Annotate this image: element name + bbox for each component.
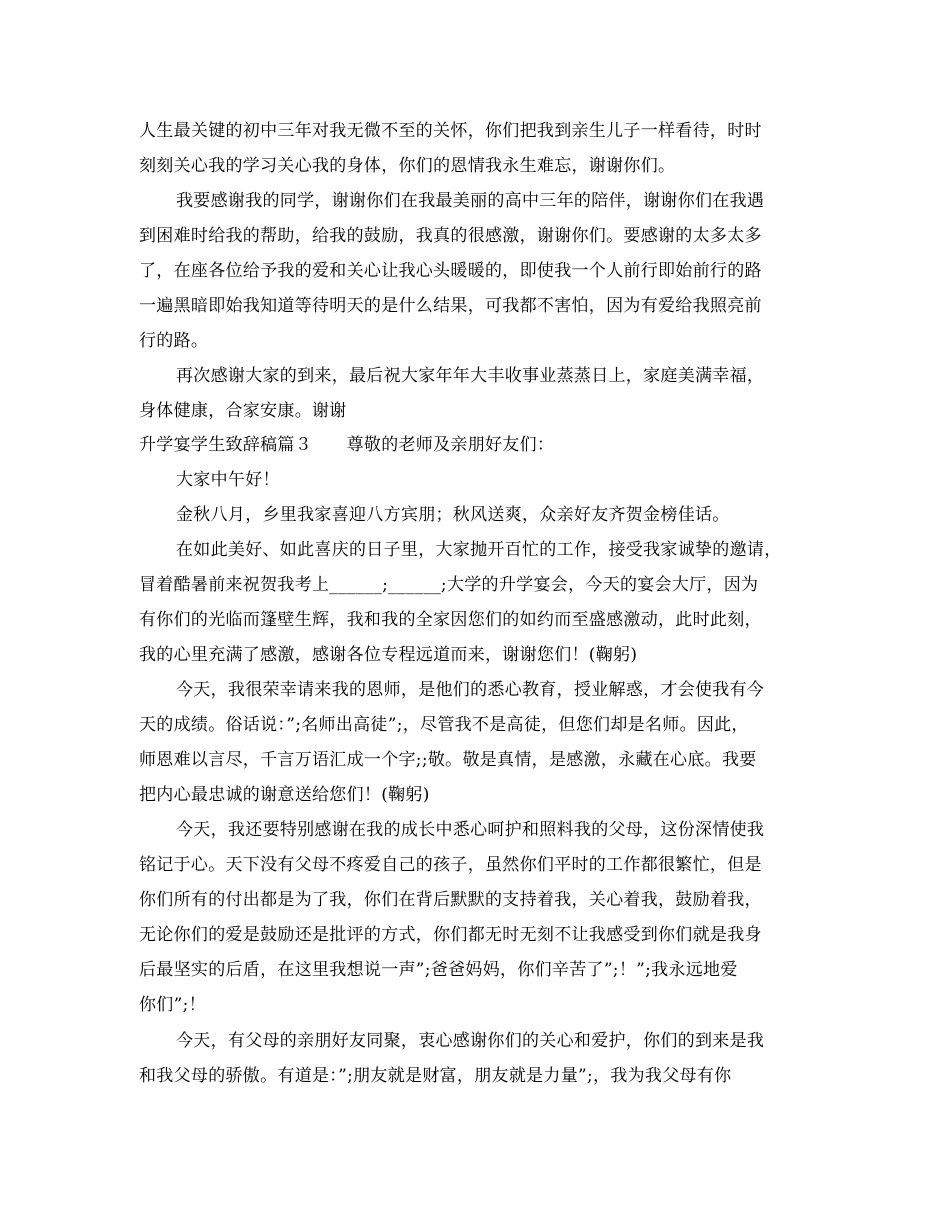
text-line: 我要感谢我的同学，谢谢你们在我最美丽的高中三年的陪伴，谢谢你们在我遇 (176, 191, 765, 211)
text-line: 和我父母的骄傲。有道是：”;朋友就是财富，朋友就是力量”;，我为我父母有你 (139, 1066, 732, 1086)
text-line: 师恩难以言尽，千言万语汇成一个字;;敬。敬是真情，是感激，永藏在心底。我要 (139, 750, 757, 770)
text-line: 刻刻关心我的学习关心我的身体，你们的恩情我永生难忘，谢谢你们。 (139, 156, 676, 176)
text-line: 金秋八月，乡里我家喜迎八方宾朋；秋风送爽，众亲好友齐贺金榜佳话。 (176, 505, 730, 525)
text-line: 今天，有父母的亲朋好友同聚，衷心感谢你们的关心和爱护，你们的到来是我 (176, 1031, 765, 1051)
text-line: 一遍黑暗即始我知道等待明天的是什么结果，可我都不害怕，因为有爱给我照亮前 (139, 296, 762, 316)
text-line: 在如此美好、如此喜庆的日子里，大家抛开百忙的工作，接受我家诚挚的邀请， (176, 540, 782, 560)
text-line: 大家中午好！ (176, 470, 280, 490)
text-line: 今天，我很荣幸请来我的恩师，是他们的悉心教育，授业解惑，才会使我有今 (176, 680, 765, 700)
text-line: 天的成绩。俗话说：”;名师出高徒”;，尽管我不是高徒，但您们却是名师。因此， (139, 715, 749, 735)
text-line: 了，在座各位给予我的爱和关心让我心头暖暖的，即使我一个人前行即始前行的路 (139, 261, 762, 281)
text-line: 铭记于心。天下没有父母不疼爱自己的孩子，虽然你们平时的工作都很繁忙，但是 (139, 855, 762, 875)
text-line: 今天，我还要特别感谢在我的成长中悉心呵护和照料我的父母，这份深情使我 (176, 820, 765, 840)
text-line: 后最坚实的后盾，在这里我想说一声”;爸爸妈妈，你们辛苦了”;！”;我永远地爱 (139, 960, 738, 980)
text-line: 到困难时给我的帮助，给我的鼓励，我真的很感激，谢谢你们。要感谢的太多太多 (139, 226, 762, 246)
text-line: 身体健康，合家安康。谢谢 (139, 401, 347, 421)
text-line: 行的路。 (139, 331, 209, 351)
text-line: 你们”;！ (139, 995, 206, 1015)
text-line: 有你们的光临而篷壁生辉，我和我的全家因您们的如约而至盛感激动，此时此刻， (139, 610, 762, 630)
text-line: 把内心最忠诚的谢意送给您们！(鞠躬) (139, 785, 430, 805)
text-line: 冒着酷暑前来祝贺我考上______;______;大学的升学宴会，今天的宴会大厅，因为 (139, 575, 759, 595)
text-line: 你们所有的付出都是为了我，你们在背后默默的支持着我，关心着我，鼓励着我， (139, 890, 762, 910)
text-line: 人生最关键的初中三年对我无微不至的关怀，你们把我到亲生儿子一样看待，时时 (139, 121, 762, 141)
text-line: 无论你们的爱是鼓励还是批评的方式，你们都无时无刻不让我感受到你们就是我身 (139, 925, 762, 945)
text-line: 我的心里充满了感激，感谢各位专程远道而来，谢谢您们！(鞠躬) (139, 645, 638, 665)
section-heading: 升学宴学生致辞稿篇３ 尊敬的老师及亲朋好友们： (139, 435, 555, 455)
text-line: 再次感谢大家的到来，最后祝大家年年大丰收事业蒸蒸日上，家庭美满幸福， (176, 366, 765, 386)
